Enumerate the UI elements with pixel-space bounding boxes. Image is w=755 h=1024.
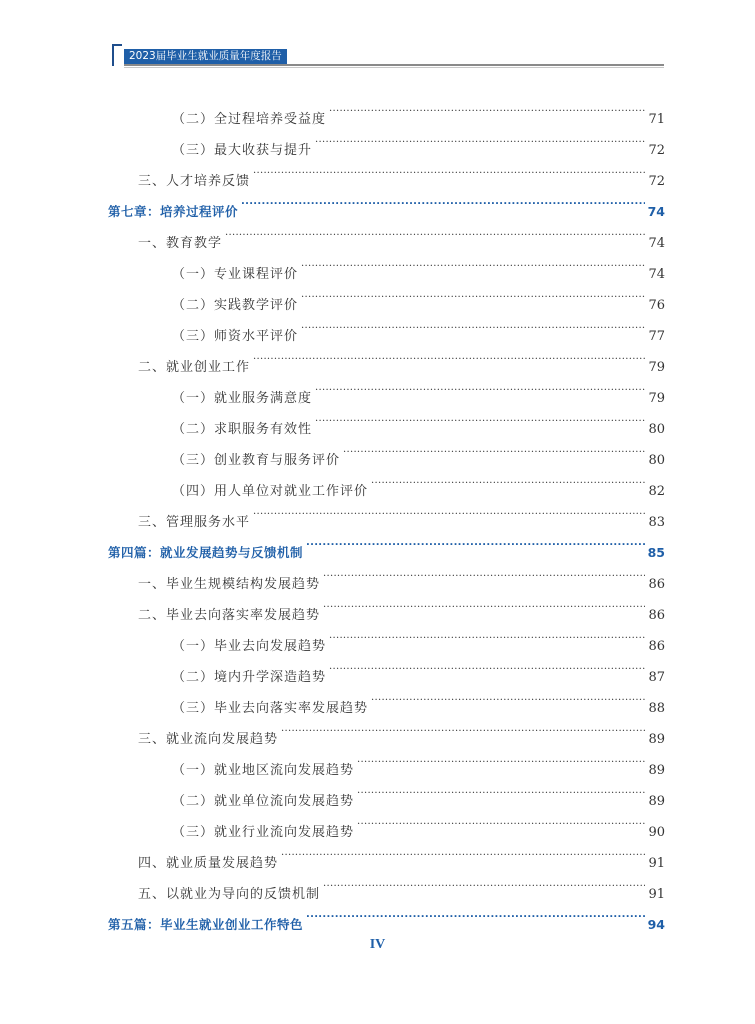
toc-entry-title: 三、管理服务水平 (138, 515, 251, 530)
toc-dot-leader (253, 340, 645, 371)
toc-entry-page: 91 (648, 856, 665, 871)
toc-entry-title: 四、就业质量发展趋势 (138, 856, 279, 871)
toc-entry-page: 86 (648, 608, 665, 623)
toc-dot-leader (357, 743, 645, 774)
toc-entry-page: 87 (648, 670, 665, 685)
toc-dot-leader (225, 216, 645, 247)
toc-entry-page: 86 (648, 639, 665, 654)
toc-entry-page: 74 (648, 267, 665, 282)
toc-entry-title: （二）就业单位流向发展趋势 (172, 794, 355, 809)
toc-entry-title: 第七章：培养过程评价 (108, 204, 239, 219)
toc-dot-leader (301, 278, 645, 309)
toc-entry-title: （三）最大收获与提升 (172, 143, 313, 158)
header-rule (124, 64, 664, 66)
toc-dot-leader (329, 619, 645, 650)
toc-entry-page: 79 (648, 360, 665, 375)
toc-entry-page: 72 (648, 174, 665, 189)
toc-entry-page: 79 (648, 391, 665, 406)
toc-subsection-entry[interactable] (108, 92, 665, 127)
toc-dot-leader (301, 309, 645, 340)
toc-entry-page: 74 (647, 204, 665, 219)
toc-entry-title: （一）就业服务满意度 (172, 391, 313, 406)
toc-dot-leader (306, 526, 645, 557)
toc-entry-page: 77 (648, 329, 665, 344)
toc-dot-leader (281, 836, 645, 867)
toc-entry-title: 三、就业流向发展趋势 (138, 732, 279, 747)
toc-dot-leader (343, 433, 645, 464)
toc-entry-title: 第五篇：毕业生就业创业工作特色 (108, 917, 304, 932)
toc-dot-leader (329, 92, 645, 123)
toc-dot-leader (371, 681, 645, 712)
toc-entry-page: 94 (647, 917, 665, 932)
toc-entry-page: 71 (648, 112, 665, 127)
toc-entry-page: 89 (648, 732, 665, 747)
toc-entry-title: 五、以就业为导向的反馈机制 (138, 887, 321, 902)
toc-dot-leader (241, 185, 645, 216)
toc-entry-page: 88 (648, 701, 665, 716)
toc-dot-leader (253, 154, 645, 185)
toc-entry-title: （三）就业行业流向发展趋势 (172, 825, 355, 840)
header-rule-thin (124, 67, 664, 68)
header-corner-mark (112, 44, 122, 66)
toc-dot-leader (323, 867, 645, 898)
toc-entry-title: 二、就业创业工作 (138, 360, 251, 375)
toc-dot-leader (323, 588, 645, 619)
toc-entry-title: （二）全过程培养受益度 (172, 112, 327, 127)
toc-dot-leader (306, 898, 645, 929)
toc-entry-title: 二、毕业去向落实率发展趋势 (138, 608, 321, 623)
toc-dot-leader (281, 712, 645, 743)
toc-entry-page: 83 (648, 515, 665, 530)
toc-entry-page: 80 (648, 422, 665, 437)
toc-entry-title: 一、毕业生规模结构发展趋势 (138, 577, 321, 592)
toc-entry-title: （一）专业课程评价 (172, 267, 299, 282)
toc-dot-leader (315, 402, 645, 433)
toc-entry-title: 第四篇：就业发展趋势与反馈机制 (108, 545, 304, 560)
toc-dot-leader (301, 247, 645, 278)
toc-entry-title: （四）用人单位对就业工作评价 (172, 484, 369, 499)
toc-entry-title: 一、教育教学 (138, 236, 223, 251)
toc-dot-leader (253, 495, 645, 526)
toc-entry-page: 85 (647, 545, 665, 560)
header-title: 2023届毕业生就业质量年度报告 (124, 49, 287, 64)
toc-dot-leader (329, 650, 645, 681)
toc-entry-title: （二）实践教学评价 (172, 298, 299, 313)
toc-dot-leader (315, 123, 645, 154)
toc-entry-title: （三）毕业去向落实率发展趋势 (172, 701, 369, 716)
table-of-contents (108, 92, 665, 932)
toc-dot-leader (315, 371, 645, 402)
toc-entry-title: （三）创业教育与服务评价 (172, 453, 341, 468)
toc-entry-title: （一）毕业去向发展趋势 (172, 639, 327, 654)
toc-entry-page: 89 (648, 794, 665, 809)
toc-entry-title: （三）师资水平评价 (172, 329, 299, 344)
toc-dot-leader (371, 464, 645, 495)
toc-entry-page: 89 (648, 763, 665, 778)
toc-dot-leader (357, 805, 645, 836)
page-header (112, 44, 664, 68)
toc-entry-page: 91 (648, 887, 665, 902)
toc-entry-title: （二）求职服务有效性 (172, 422, 313, 437)
toc-entry-title: （二）境内升学深造趋势 (172, 670, 327, 685)
toc-dot-leader (323, 557, 645, 588)
toc-entry-page: 86 (648, 577, 665, 592)
page-number: IV (369, 937, 386, 952)
toc-entry-title: 三、人才培养反馈 (138, 174, 251, 189)
toc-entry-page: 72 (648, 143, 665, 158)
toc-entry-page: 74 (648, 236, 665, 251)
toc-dot-leader (357, 774, 645, 805)
toc-entry-page: 76 (648, 298, 665, 313)
toc-entry-page: 82 (648, 484, 665, 499)
toc-entry-page: 80 (648, 453, 665, 468)
toc-entry-title: （一）就业地区流向发展趋势 (172, 763, 355, 778)
toc-entry-page: 90 (648, 825, 665, 840)
